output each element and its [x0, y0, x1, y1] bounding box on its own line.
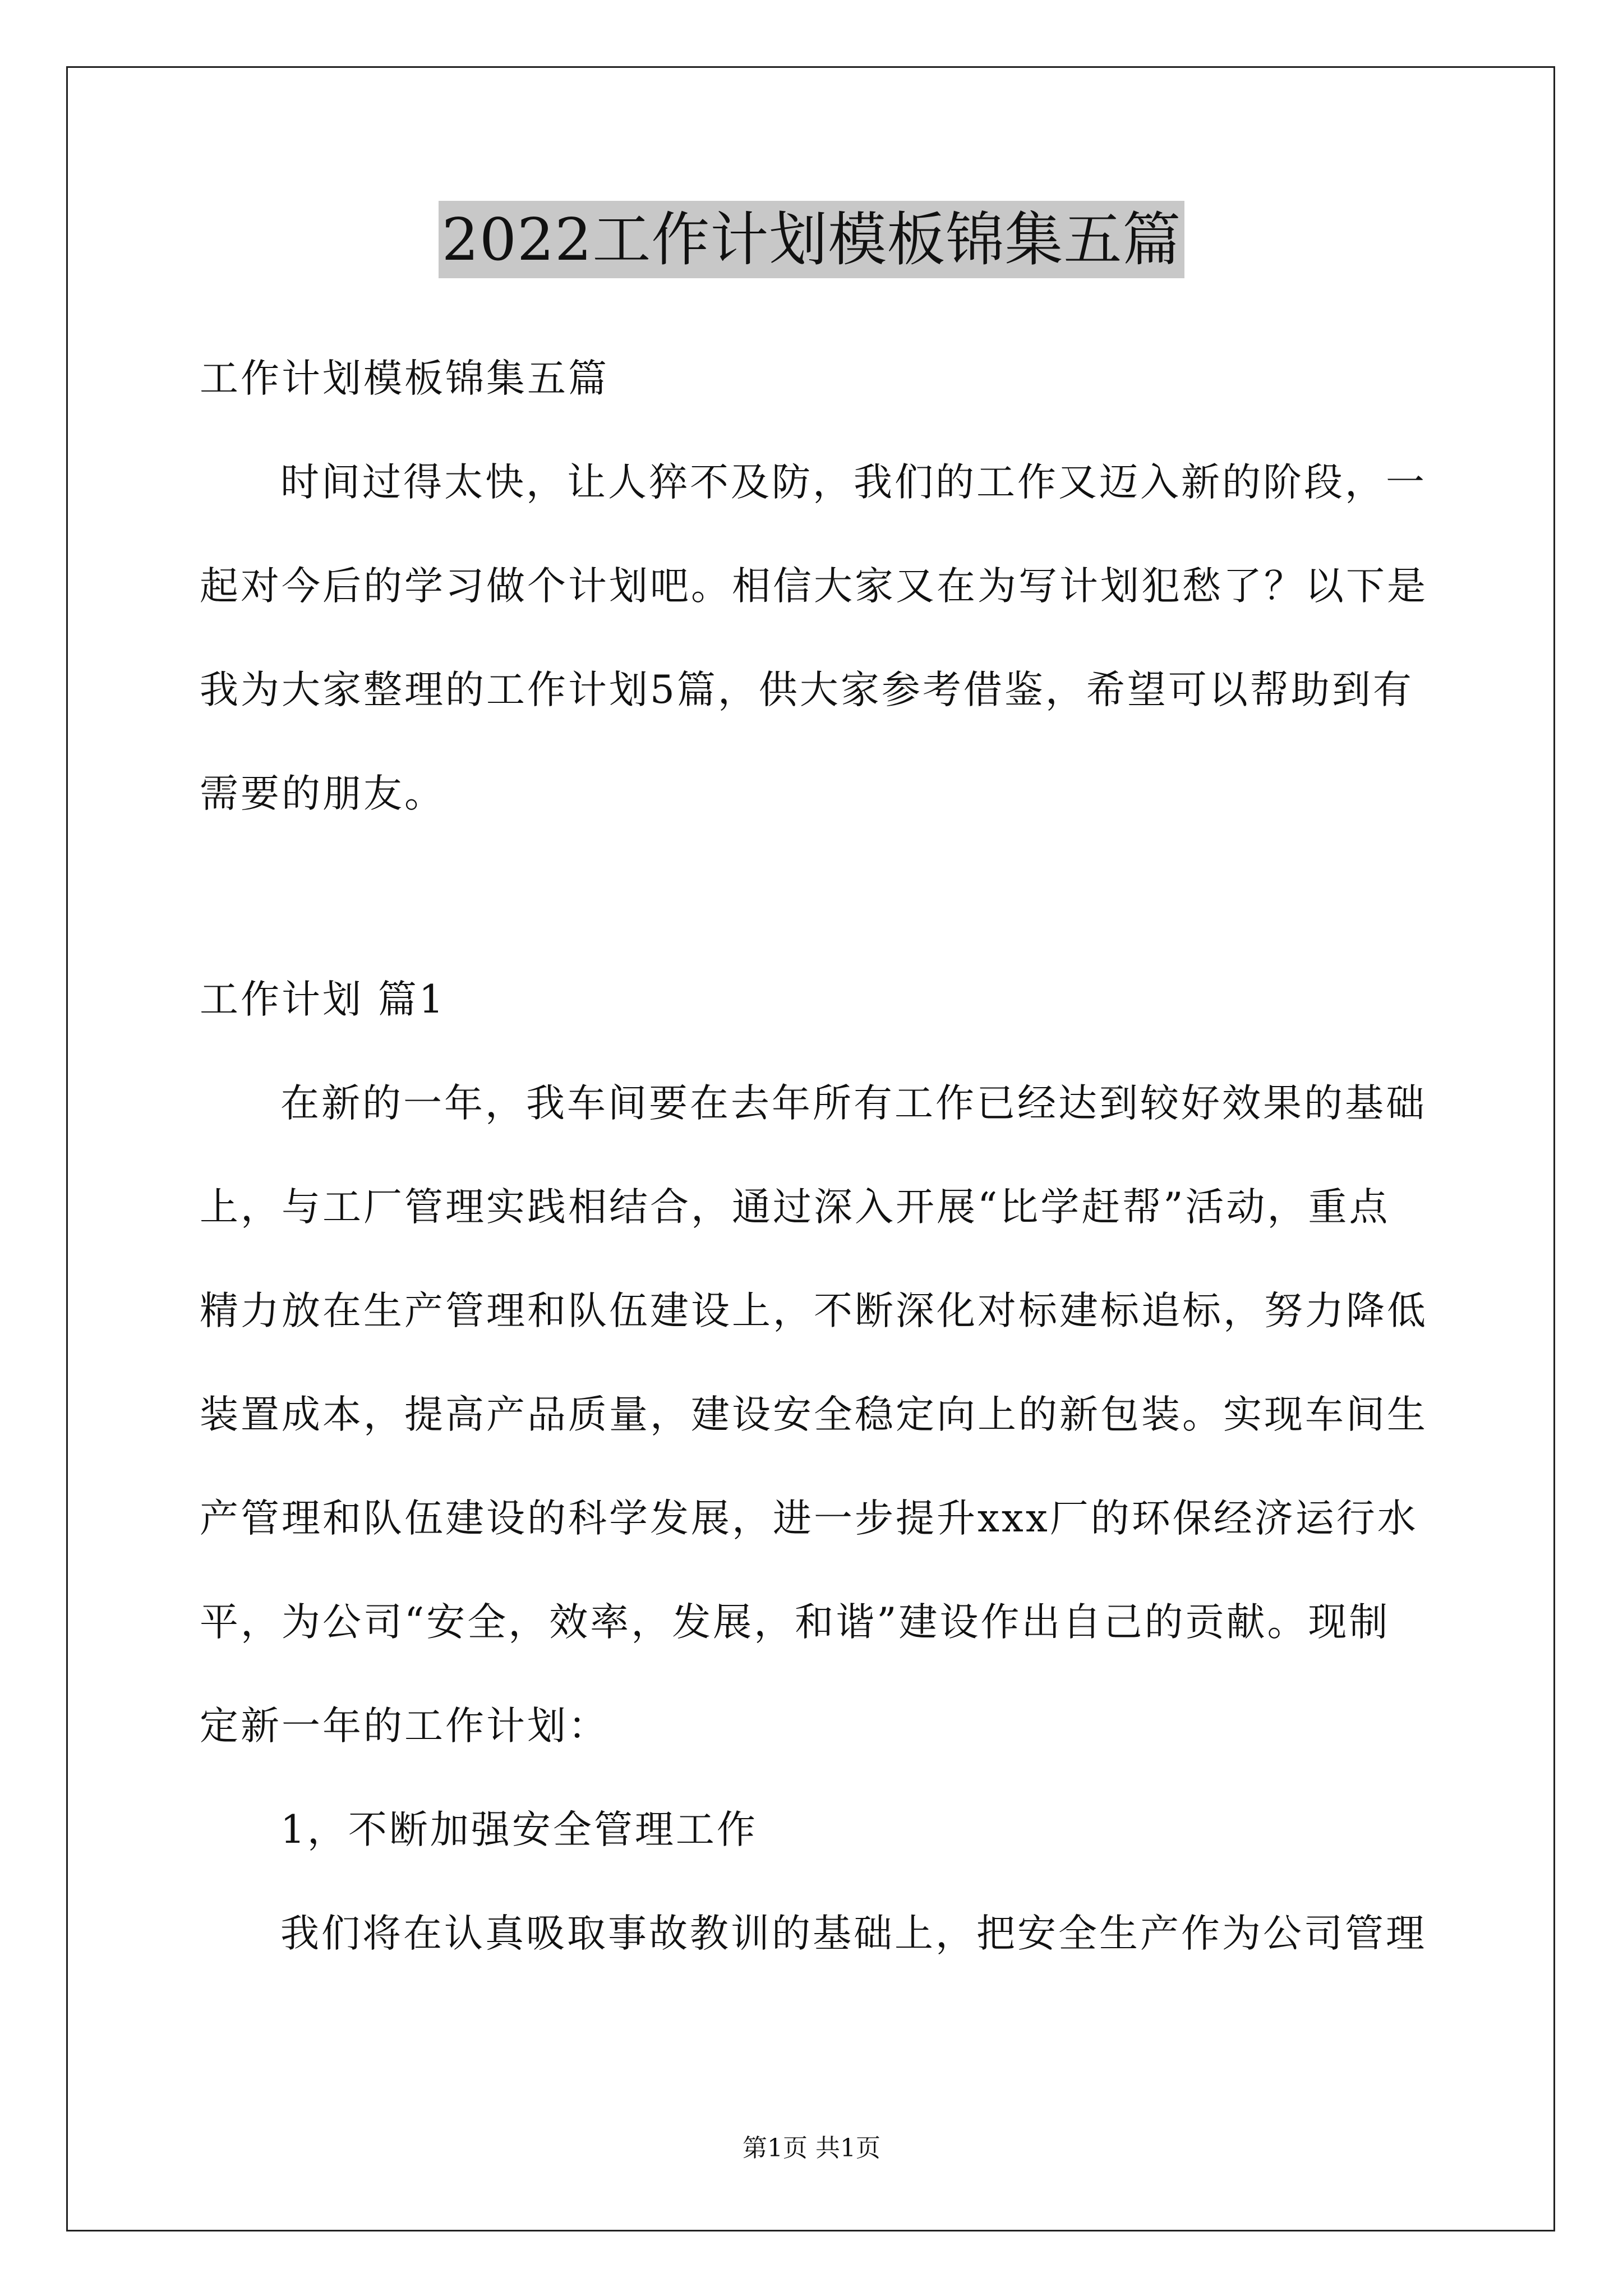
section-line: 精力放在生产管理和队伍建设上，不断深化对标建标追标，努力降低	[200, 1289, 1428, 1333]
title-wrap	[0, 201, 1623, 278]
intro-line: 时间过得太快，让人猝不及防，我们的工作又迈入新的阶段，一	[280, 460, 1427, 505]
intro-line: 我为大家整理的工作计划5篇，供大家参考借鉴，希望可以帮助到有	[200, 668, 1414, 712]
section-line: 装置成本，提高产品质量，建设安全稳定向上的新包装。实现车间生	[200, 1392, 1428, 1437]
section-line: 产管理和队伍建设的科学发展，进一步提升xxx厂的环保经济运行水	[200, 1496, 1418, 1541]
section-line: 在新的一年，我车间要在去年所有工作已经达到较好效果的基础	[280, 1081, 1427, 1126]
item-line: 我们将在认真吸取事故教训的基础上，把安全生产作为公司管理	[280, 1911, 1427, 1956]
section-heading: 工作计划 篇1	[200, 977, 446, 1022]
intro-line: 需要的朋友。	[200, 771, 445, 816]
page-footer: 第1页 共1页	[743, 2134, 880, 2162]
section-line: 上，与工厂管理实践相结合，通过深入开展“比学赶帮”活动，重点	[200, 1185, 1390, 1230]
section-line: 定新一年的工作计划：	[200, 1704, 609, 1749]
intro-line: 起对今后的学习做个计划吧。相信大家又在为写计划犯愁了？以下是	[200, 564, 1428, 609]
section-line: 平，为公司“安全，效率，发展，和谐”建设作出自己的贡献。现制	[200, 1600, 1390, 1645]
item-heading: 1，不断加强安全管理工作	[280, 1807, 758, 1852]
document-title: 2022工作计划模板锦集五篇	[439, 201, 1185, 278]
document-subtitle: 工作计划模板锦集五篇	[200, 356, 609, 401]
